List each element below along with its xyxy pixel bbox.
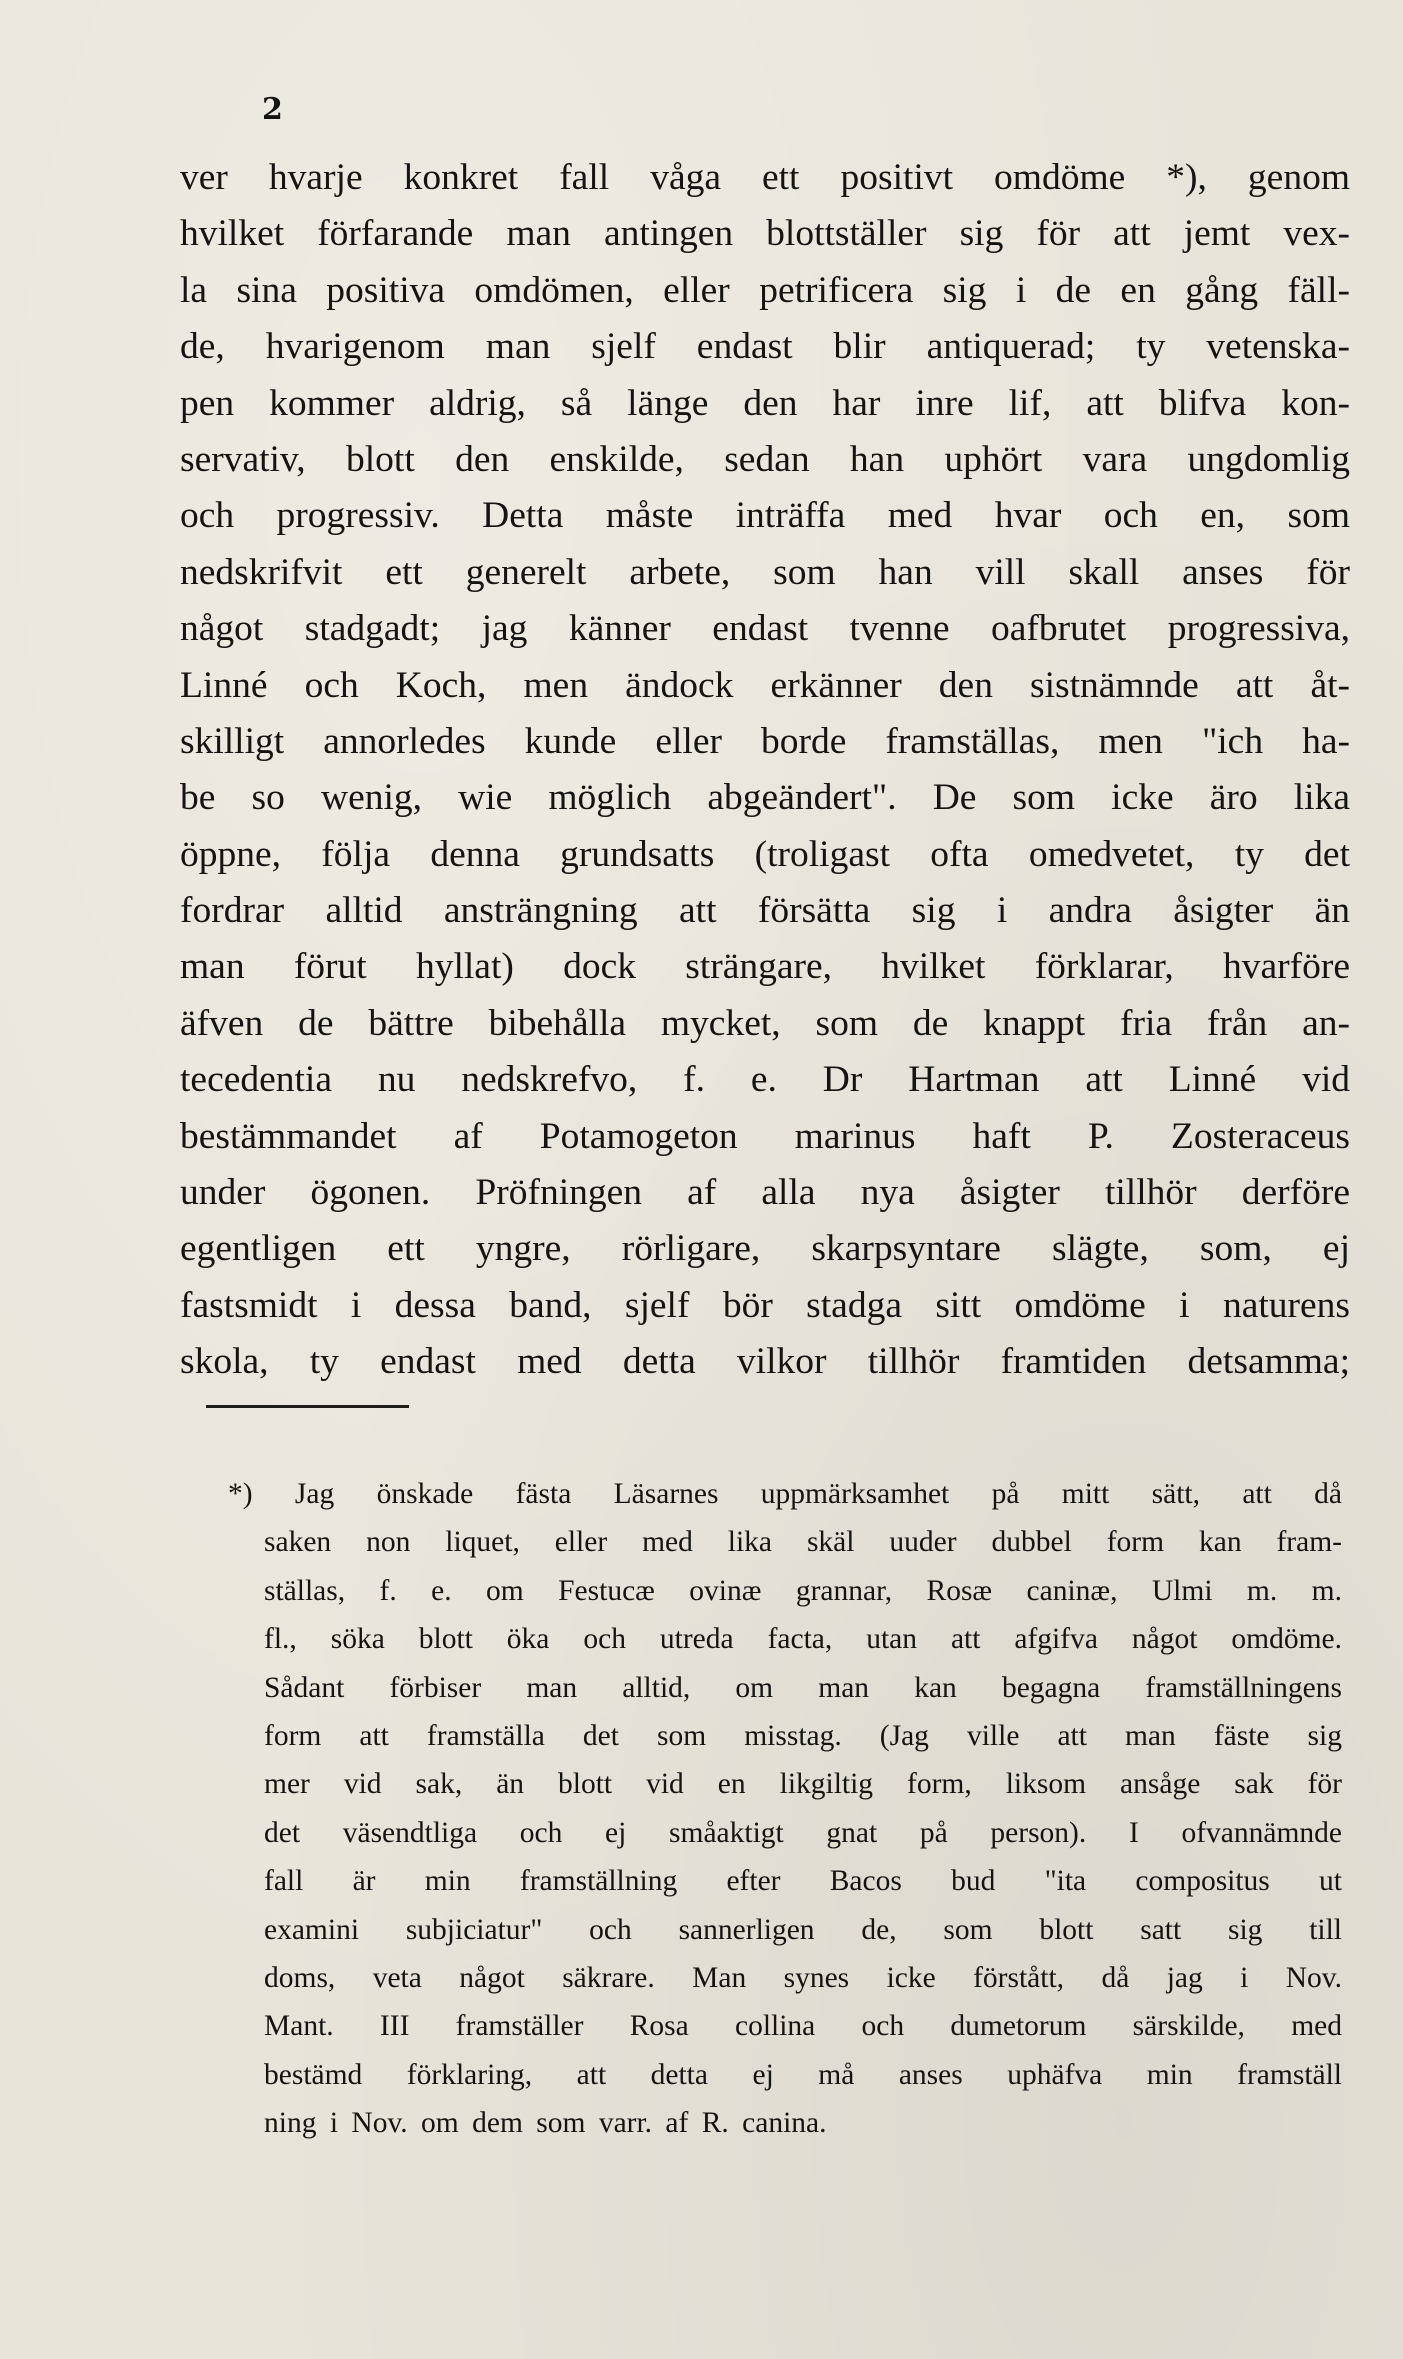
body-line: servativ, blott den enskilde, sedan han uphört vara ungdomlig (180, 438, 1350, 480)
body-line: äfven de bättre bibehålla mycket, som de knappt fria från an- (180, 1002, 1350, 1044)
body-line: skilligt annorledes kunde eller borde framställas, men "ich ha- (180, 720, 1350, 762)
body-line: under ögonen. Pröfningen af alla nya åsigter tillhör derföre (180, 1172, 1350, 1214)
body-line: något stadgadt; jag känner endast tvenne oafbrutet progressiva, (180, 608, 1350, 650)
footnote-line: ställas, f. e. om Festucæ ovinæ grannar, Rosæ caninæ, Ulmi m. m. (264, 1574, 1342, 1607)
footnote-block (228, 1470, 1342, 2147)
body-line: de, hvarigenom man sjelf endast blir antiquerad; ty vetenska- (180, 326, 1350, 368)
body-line: och progressiv. Detta måste inträffa med hvar och en, som (180, 495, 1350, 537)
main-text-block (180, 150, 1350, 1391)
body-line: tecedentia nu nedskrefvo, f. e. Dr Hartman att Linné vid (180, 1059, 1350, 1101)
footnote-line: ning i Nov. om dem som varr. af R. canina. (264, 2107, 827, 2140)
footnote-line: *) Jag önskade fästa Läsarnes uppmärksamhet på mitt sätt, att då (228, 1478, 1342, 1510)
body-line: pen kommer aldrig, så länge den har inre lif, att blifva kon- (180, 382, 1350, 424)
body-line: egentligen ett yngre, rörligare, skarpsyntare slägte, som, ej (180, 1228, 1350, 1270)
body-line: fordrar alltid ansträngning att försätta sig i andra åsigter än (180, 890, 1350, 932)
footnote-line: examini subjiciatur" och sannerligen de, som blott satt sig till (264, 1913, 1342, 1946)
footnote-line: bestämd förklaring, att detta ej må anses uphäfva min framställ (264, 2058, 1342, 2091)
footnote-divider (206, 1405, 409, 1408)
footnote-line: form att framställa det som misstag. (Jag ville att man fäste sig (264, 1719, 1342, 1752)
body-line: Linné och Koch, men ändock erkänner den sistnämnde att åt- (180, 664, 1350, 706)
body-line: fastsmidt i dessa band, sjelf bör stadga sitt omdöme i naturens (180, 1284, 1350, 1326)
footnote-line: saken non liquet, eller med lika skäl uuder dubbel form kan fram- (264, 1526, 1342, 1559)
page-number: 2 (262, 92, 284, 127)
footnote-line: Mant. III framställer Rosa collina och dumetorum särskilde, med (264, 2010, 1342, 2043)
body-line: öppne, följa denna grundsatts (troligast ofta omedvetet, ty det (180, 833, 1350, 875)
footnote-line: fl., söka blott öka och utreda facta, utan att afgifva något omdöme. (264, 1623, 1342, 1656)
body-line: hvilket förfarande man antingen blottställer sig för att jemt vex- (180, 213, 1350, 255)
footnote-line: fall är min framställning efter Bacos bud "ita compositus ut (264, 1865, 1342, 1898)
body-line: la sina positiva omdömen, eller petrificera sig i de en gång fäll- (180, 269, 1350, 311)
footnote-line: mer vid sak, än blott vid en likgiltig form, liksom ansåge sak för (264, 1768, 1342, 1801)
body-line: bestämmandet af Potamogeton marinus haft P. Zosteraceus (180, 1115, 1350, 1157)
footnote-line: Sådant förbiser man alltid, om man kan begagna framställningens (264, 1671, 1342, 1704)
footnote-line: det väsendtliga och ej småaktigt gnat på person). I ofvannämnde (264, 1816, 1342, 1849)
body-line: skola, ty endast med detta vilkor tillhör framtiden detsamma; (180, 1341, 1350, 1383)
footnote-line: doms, veta något säkrare. Man synes icke förstått, då jag i Nov. (264, 1961, 1342, 1994)
body-line: be so wenig, wie möglich abgeändert". De som icke äro lika (180, 777, 1350, 819)
body-line: ver hvarje konkret fall våga ett positivt omdöme *), genom (180, 157, 1350, 198)
body-line: nedskrifvit ett generelt arbete, som han vill skall anses för (180, 551, 1350, 593)
body-line: man förut hyllat) dock strängare, hvilket förklarar, hvarföre (180, 946, 1350, 988)
